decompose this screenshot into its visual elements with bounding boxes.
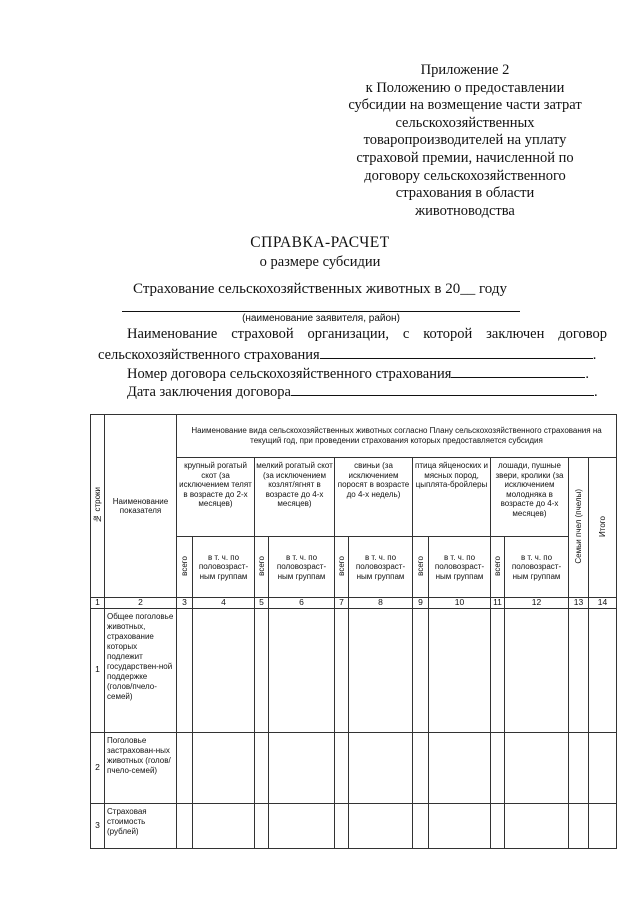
- column-number: 9: [413, 598, 429, 609]
- contract-date-row: [127, 382, 598, 401]
- header-group-small-cattle: мелкий рогатый скот (за исключением козлят/ягнят в возрасте до 4-х месяцев): [255, 458, 335, 537]
- row-label: Поголовье застрахован-ных животных (голов/пчело-семей): [105, 732, 177, 803]
- table-cell[interactable]: [269, 803, 335, 848]
- subsidy-table: [90, 414, 617, 849]
- column-number: 3: [177, 598, 193, 609]
- table-cell[interactable]: [491, 732, 505, 803]
- table-cell[interactable]: [429, 803, 491, 848]
- table-cell[interactable]: [255, 803, 269, 848]
- table-cell[interactable]: [177, 803, 193, 848]
- table-cell[interactable]: [349, 803, 413, 848]
- table-cell[interactable]: [269, 608, 335, 732]
- table-cell[interactable]: [413, 732, 429, 803]
- table-cell[interactable]: [491, 803, 505, 848]
- appendix-line: сельскохозяйственных: [395, 114, 535, 131]
- contract-date-label: Дата заключения договора: [127, 384, 291, 400]
- header-bee-families: Семьи пчел (пчелы): [569, 458, 589, 598]
- column-number: 10: [429, 598, 491, 609]
- table-cell[interactable]: [255, 732, 269, 803]
- document-title: СПРАВКА-РАСЧЕТ: [250, 234, 390, 251]
- column-number: 13: [569, 598, 589, 609]
- appendix-line: страхования в области: [395, 185, 535, 202]
- applicant-caption: (наименование заявителя, район): [242, 313, 400, 324]
- end-mark: .: [585, 366, 590, 382]
- header-sub-total: всего: [413, 537, 429, 598]
- table-cell[interactable]: [505, 608, 569, 732]
- contract-number-blank[interactable]: [451, 364, 585, 378]
- contract-number-row: [127, 364, 589, 383]
- table-cell[interactable]: [335, 803, 349, 848]
- table-cell[interactable]: [349, 608, 413, 732]
- contract-date-blank[interactable]: [291, 382, 594, 396]
- table-cell[interactable]: [413, 608, 429, 732]
- header-sub-by-age: в т. ч. по половозраст-ным группам: [505, 537, 569, 598]
- header-sub-by-age: в т. ч. по половозраст-ным группам: [429, 537, 491, 598]
- table-cell[interactable]: [349, 732, 413, 803]
- column-number-row: [91, 598, 617, 609]
- column-number: 6: [269, 598, 335, 609]
- column-number: 5: [255, 598, 269, 609]
- appendix-line: товаропроизводителей на уплату: [363, 132, 567, 149]
- table-cell[interactable]: [335, 732, 349, 803]
- table-cell[interactable]: [193, 608, 255, 732]
- contract-number-label: Номер договора сельскохозяйственного страхования: [127, 366, 452, 382]
- appendix-line: к Положению о предоставлении: [365, 79, 565, 96]
- table-cell[interactable]: [193, 732, 255, 803]
- column-number: 2: [105, 598, 177, 609]
- table-cell[interactable]: [505, 803, 569, 848]
- header-group-horses: лошади, пушные звери, кролики (за исключением молодняка в возрасте до 4-х месяцев): [491, 458, 569, 537]
- header-row-number: № строки: [91, 415, 105, 598]
- header-indicator: Наименование показателя: [105, 415, 177, 598]
- table-cell[interactable]: [255, 608, 269, 732]
- table-cell[interactable]: [193, 803, 255, 848]
- row-number: 3: [91, 803, 105, 848]
- insurance-year-line: Страхование сельскохозяйственных животных в 20__ году: [133, 281, 507, 297]
- column-number: 11: [491, 598, 505, 609]
- table-cell[interactable]: [269, 732, 335, 803]
- row-number: 2: [91, 732, 105, 803]
- column-number: 12: [505, 598, 569, 609]
- appendix-line: субсидии на возмещение части затрат: [348, 97, 582, 114]
- column-number: 7: [335, 598, 349, 609]
- table-cell[interactable]: [569, 732, 589, 803]
- header-group-poultry: птица яйценоских и мясных пород, цыплята-бройлеры: [413, 458, 491, 537]
- end-mark: .: [592, 347, 597, 363]
- applicant-blank-line[interactable]: [122, 311, 520, 312]
- table-cell[interactable]: [335, 608, 349, 732]
- insurer-blank[interactable]: [320, 345, 593, 359]
- appendix-line: страховой премии, начисленной по: [356, 149, 574, 166]
- insurer-label: Наименование страховой организации, с которой заключен договор: [127, 326, 607, 342]
- table-cell[interactable]: [429, 732, 491, 803]
- appendix-header: [330, 62, 600, 220]
- appendix-line: Приложение 2: [420, 62, 510, 78]
- header-sub-by-age: в т. ч. по половозраст-ным группам: [269, 537, 335, 598]
- column-number: 14: [589, 598, 617, 609]
- column-number: 4: [193, 598, 255, 609]
- column-number: 8: [349, 598, 413, 609]
- appendix-line: договору сельскохозяйственного: [364, 167, 566, 184]
- end-mark: .: [593, 384, 598, 400]
- table-cell[interactable]: [589, 732, 617, 803]
- header-sub-by-age: в т. ч. по половозраст-ным группам: [349, 537, 413, 598]
- header-animal-types: Наименование вида сельскохозяйственных животных согласно Плану сельскохозяйственного страхования на текущий год, при проведении страхования которых предоставляется субсидия: [177, 415, 617, 458]
- table-cell[interactable]: [491, 608, 505, 732]
- insurer-field-row: [98, 345, 596, 364]
- header-sub-total: всего: [255, 537, 269, 598]
- row-label: Общее поголовье животных, страхование которых подлежит государствен-ной поддержке (голов/пчело-семей): [105, 608, 177, 732]
- insurer-label-cont: сельскохозяйственного страхования: [98, 347, 320, 363]
- table-cell[interactable]: [589, 803, 617, 848]
- table-cell[interactable]: [177, 608, 193, 732]
- table-cell[interactable]: [177, 732, 193, 803]
- table-cell[interactable]: [429, 608, 491, 732]
- header-total: Итого: [589, 458, 617, 598]
- header-group-cattle: крупный рогатый скот (за исключением телят в возрасте до 2-х месяцев): [177, 458, 255, 537]
- document-subtitle: о размере субсидии: [259, 254, 381, 270]
- table-row: [91, 732, 617, 803]
- header-sub-total: всего: [177, 537, 193, 598]
- column-number: 1: [91, 598, 105, 609]
- row-label: Страховая стоимость (рублей): [105, 803, 177, 848]
- header-sub-by-age: в т. ч. по половозраст-ным группам: [193, 537, 255, 598]
- header-group-pigs: свиньи (за исключением поросят в возрасте до 4-х недель): [335, 458, 413, 537]
- table-cell[interactable]: [589, 608, 617, 732]
- header-sub-total: всего: [335, 537, 349, 598]
- row-number: 1: [91, 608, 105, 732]
- table-cell[interactable]: [569, 803, 589, 848]
- table-cell[interactable]: [505, 732, 569, 803]
- table-row: [91, 608, 617, 732]
- table-cell[interactable]: [569, 608, 589, 732]
- appendix-line: животноводства: [415, 202, 515, 219]
- table-cell[interactable]: [413, 803, 429, 848]
- header-sub-total: всего: [491, 537, 505, 598]
- table-row: [91, 803, 617, 848]
